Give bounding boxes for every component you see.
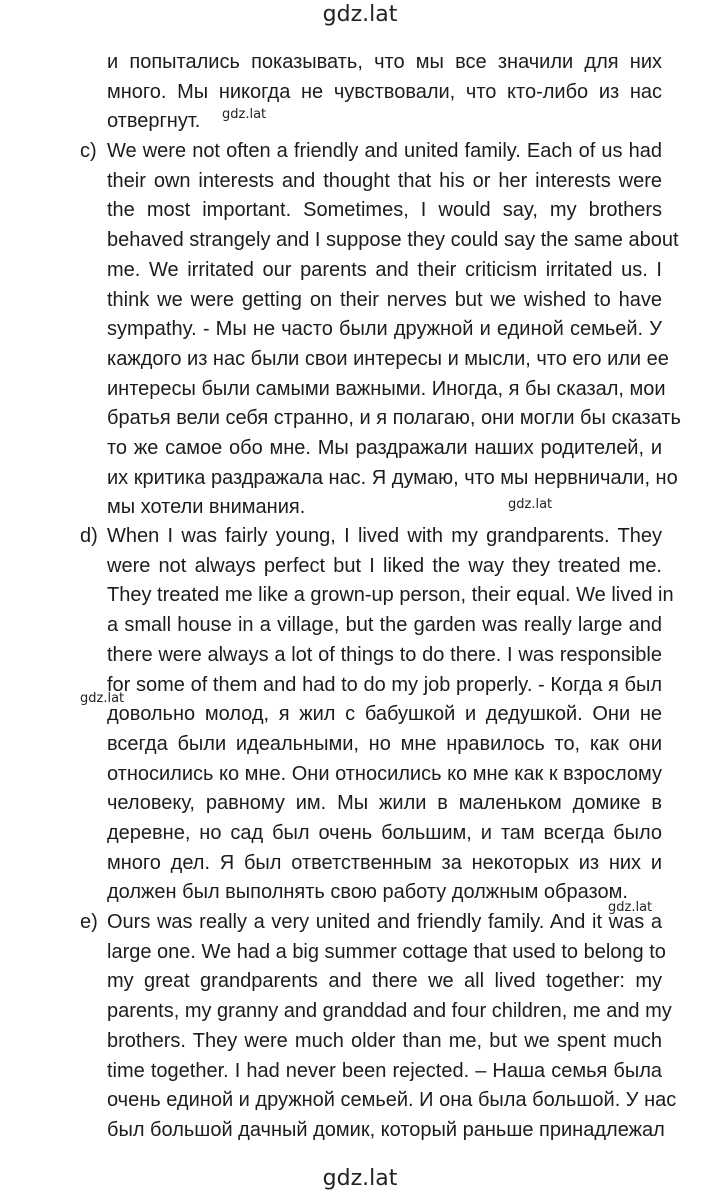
- text-line: и попытались показывать, что мы все значили для них: [107, 51, 662, 73]
- text-line: относились ко мне. Они относились ко мне как к взрослому: [107, 762, 662, 785]
- text-line: large one. We had a big summer cottage that used to belong to: [107, 940, 666, 963]
- text-line: каждого из нас были свои интересы и мысли, что его или ее: [107, 347, 669, 370]
- watermark: gdz.lat: [608, 900, 653, 915]
- text-line: for some of them and had to do my job properly. - Когда я был: [107, 673, 662, 696]
- text-line: отвергнут.: [107, 110, 201, 133]
- text-line: me. We irritated our parents and their criticism irritated us. I: [107, 258, 662, 281]
- text-line: We were not often a friendly and united family. Each of us had: [107, 140, 662, 162]
- watermark: gdz.lat: [80, 691, 125, 706]
- text-line: должен был выполнять свою работу должным образом.: [107, 881, 628, 904]
- text-line: деревне, но сад был очень большим, и там всегда было: [107, 822, 662, 844]
- text-line: братья вели себя странно, и я полагаю, они могли бы сказать: [107, 407, 681, 430]
- text-line: всегда были идеальными, но мне нравилось то, как они: [107, 732, 662, 755]
- text-line: много. Мы никогда не чувствовали, что кто-либо из нас: [107, 80, 662, 103]
- text-line: were not always perfect but I liked the way they treated me.: [107, 554, 662, 577]
- text-line: мы хотели внимания.: [107, 496, 306, 519]
- text-line: Ours was really a very united and friendly family. And it was a: [107, 911, 662, 933]
- text-line: человеку, равному им. Мы жили в маленьком домике в: [107, 792, 662, 815]
- text-line: a small house in a village, but the garden was really large and: [107, 614, 662, 637]
- text-line: brothers. They were much older than me, but we spent much: [107, 1029, 662, 1052]
- text-line: sympathy. - Мы не часто были дружной и единой семьей. У: [107, 318, 662, 341]
- text-line: интересы были самыми важными. Иногда, я бы сказал, мои: [107, 377, 666, 400]
- watermark: gdz.lat: [508, 497, 553, 512]
- watermark: gdz.lat: [222, 107, 267, 122]
- text-line: очень единой и дружной семьей. И она была большой. У нас: [107, 1089, 677, 1112]
- text-line: think we were getting on their nerves but we wished to have: [107, 288, 662, 311]
- text-line: был большой дачный домик, который раньше принадлежал: [107, 1118, 665, 1141]
- text-line: их критика раздражала нас. Я думаю, что мы нервничали, но: [107, 466, 678, 489]
- text-line: behaved strangely and I suppose they could say the same about: [107, 229, 679, 252]
- text-line: They treated me like a grown-up person, their equal. We lived in: [107, 584, 674, 607]
- text-line: довольно молод, я жил с бабушкой и дедушкой. Они не: [107, 703, 662, 726]
- text-line: много дел. Я был ответственным за некоторых из них и: [107, 851, 662, 874]
- list-marker: d): [80, 525, 98, 547]
- text-line: my great grandparents and there we all lived together: my: [107, 970, 662, 993]
- text-line: their own interests and thought that his or her interests were: [107, 169, 662, 192]
- text-line: there were always a lot of things to do there. I was responsible: [107, 643, 662, 666]
- text-line: parents, my granny and granddad and four children, me and my: [107, 1000, 672, 1023]
- list-marker: c): [80, 140, 97, 162]
- text-line: то же самое обо мне. Мы раздражали наших родителей, и: [107, 437, 662, 459]
- list-marker: e): [80, 911, 98, 933]
- text-line: When I was fairly young, I lived with my grandparents. They: [107, 525, 662, 547]
- text-line: the most important. Sometimes, I would say, my brothers: [107, 199, 662, 222]
- text-line: time together. I had never been rejected. – Наша семья была: [107, 1059, 662, 1082]
- site-footer: gdz.lat: [322, 1166, 398, 1191]
- site-header: gdz.lat: [322, 2, 398, 27]
